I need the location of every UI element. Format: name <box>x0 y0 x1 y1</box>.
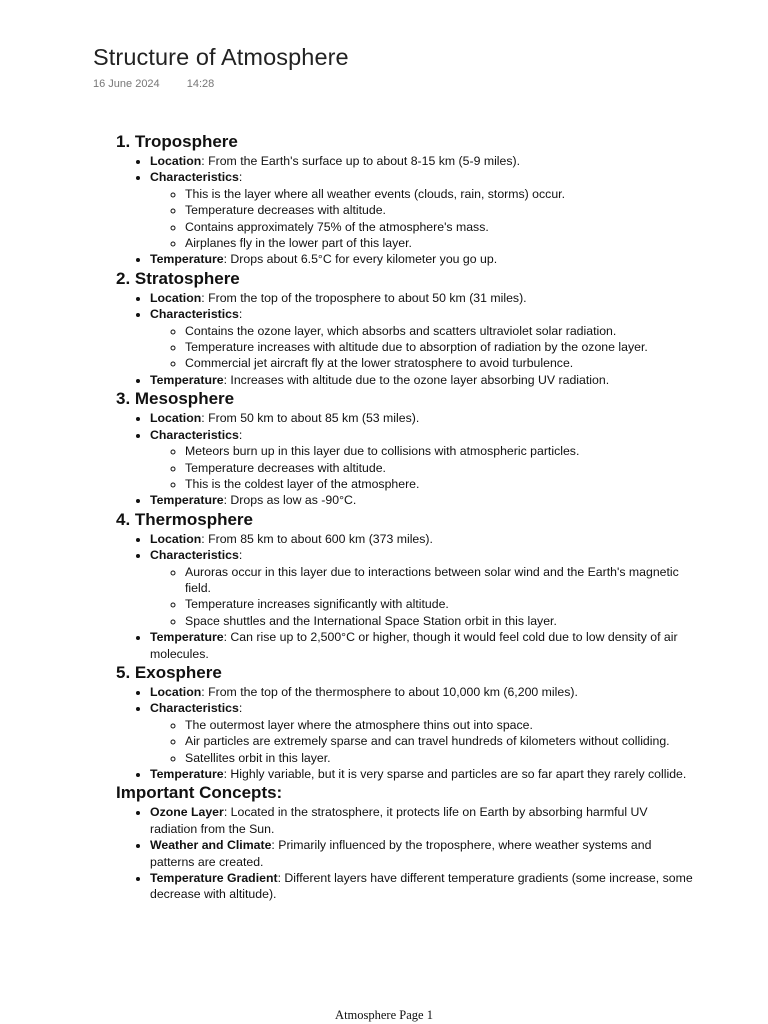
concept-item <box>150 837 696 870</box>
location-item <box>150 410 696 426</box>
section-heading: 2. Stratosphere <box>116 268 240 288</box>
location-label: Location <box>150 290 202 305</box>
list-item: ◦ Auroras occur in this layer due to interactions between solar wind and the Earth's magnetic field. <box>185 564 696 597</box>
page-meta <box>93 78 214 90</box>
section-list <box>116 410 696 508</box>
characteristics-list <box>150 186 696 252</box>
characteristics-label: Characteristics <box>150 548 239 563</box>
concept-label: Weather and Climate <box>150 838 272 853</box>
temperature-text: : Drops as low as -90°C. <box>223 493 357 508</box>
list-item: ◦ This is the layer where all weather events (clouds, rain, storms) occur. <box>185 186 696 202</box>
characteristics-item <box>150 306 696 372</box>
characteristics-item <box>150 700 696 766</box>
characteristics-item <box>150 169 696 251</box>
temperature-text: : Can rise up to 2,500°C or higher, though it would feel cold due to low density of air molecules. <box>150 630 678 661</box>
characteristics-colon: : <box>238 701 243 716</box>
characteristics-item <box>150 427 696 493</box>
location-label: Location <box>150 531 202 546</box>
section-heading: 1. Troposphere <box>116 132 238 151</box>
location-label: Location <box>150 684 202 699</box>
list-item: ◦ Temperature decreases with altitude. <box>185 460 696 476</box>
temperature-label: Temperature <box>150 372 224 387</box>
note-content <box>116 131 696 903</box>
list-item: ◦ Temperature increases significantly with altitude. <box>185 596 696 612</box>
temperature-item <box>150 492 696 508</box>
concept-item <box>150 870 696 903</box>
location-label: Location <box>150 411 202 426</box>
page-date: 16 June 2024 <box>93 78 160 90</box>
characteristics-label: Characteristics <box>150 170 239 185</box>
temperature-label: Temperature <box>150 493 224 508</box>
section-list <box>116 531 696 662</box>
list-item: ◦ This is the coldest layer of the atmosphere. <box>185 476 696 492</box>
section-mesosphere <box>116 388 696 508</box>
section-important-concepts <box>116 782 696 902</box>
section-heading: 5. Exosphere <box>116 662 222 682</box>
list-item: ◦ Air particles are extremely sparse and can travel hundreds of kilometers without colliding. <box>185 733 696 749</box>
characteristics-list <box>150 443 696 492</box>
section-list <box>116 684 696 782</box>
characteristics-label: Characteristics <box>150 701 239 716</box>
temperature-item <box>150 766 696 782</box>
concept-text: : Different layers have different temperature gradients (some increase, some decrease with altitude). <box>150 871 693 902</box>
characteristics-list <box>150 564 696 630</box>
list-item: ◦ Space shuttles and the International Space Station orbit in this layer. <box>185 613 696 629</box>
list-item: ◦ Contains the ozone layer, which absorbs and scatters ultraviolet solar radiation. <box>185 323 696 339</box>
list-item: ◦ The outermost layer where the atmosphere thins out into space. <box>185 717 696 733</box>
section-list <box>116 290 696 388</box>
temperature-item <box>150 629 696 662</box>
characteristics-colon: : <box>238 170 243 185</box>
location-text: : From the Earth's surface up to about 8-15 km (5-9 miles). <box>201 154 521 168</box>
list-item: ◦ Contains approximately 75% of the atmosphere's mass. <box>185 219 696 235</box>
temperature-text: : Increases with altitude due to the ozone layer absorbing UV radiation. <box>223 372 610 387</box>
concept-label: Temperature Gradient <box>150 871 278 886</box>
concept-text: : Primarily influenced by the troposphere, where weather systems and patterns are created. <box>150 838 652 869</box>
list-item: ◦ Satellites orbit in this layer. <box>185 750 696 766</box>
temperature-item <box>150 251 696 267</box>
characteristics-list <box>150 323 696 372</box>
concept-text: : Located in the stratosphere, it protects life on Earth by absorbing harmful UV radiation from the Sun. <box>150 805 648 836</box>
section-troposphere <box>116 131 696 268</box>
section-heading: Important Concepts: <box>116 783 283 803</box>
list-item: ◦ Temperature increases with altitude due to absorption of radiation by the ozone layer. <box>185 339 696 355</box>
location-item <box>150 153 696 169</box>
temperature-label: Temperature <box>150 630 224 645</box>
section-heading: 3. Mesosphere <box>116 389 235 409</box>
list-item: ◦ Meteors burn up in this layer due to collisions with atmospheric particles. <box>185 443 696 459</box>
characteristics-label: Characteristics <box>150 427 239 442</box>
characteristics-colon: : <box>238 307 243 322</box>
page-time: 14:28 <box>186 78 215 90</box>
location-text: : From 50 km to about 85 km (53 miles). <box>201 411 420 426</box>
temperature-text: : Highly variable, but it is very sparse and particles are so far apart they rarely collide. <box>223 767 687 781</box>
list-item: ◦ Temperature decreases with altitude. <box>185 202 696 218</box>
concept-item <box>150 804 696 837</box>
location-text: : From the top of the troposphere to about 50 km (31 miles). <box>201 290 527 305</box>
section-thermosphere <box>116 509 696 662</box>
page-title: Structure of Atmosphere <box>93 44 349 70</box>
location-label: Location <box>150 154 202 168</box>
characteristics-colon: : <box>238 548 243 563</box>
section-heading: 4. Thermosphere <box>116 509 253 529</box>
list-item: ◦ Airplanes fly in the lower part of this layer. <box>185 235 696 251</box>
location-item <box>150 531 696 547</box>
location-item <box>150 290 696 306</box>
section-exosphere <box>116 662 696 782</box>
section-list <box>116 153 696 268</box>
characteristics-item <box>150 547 696 629</box>
concepts-list <box>116 804 696 902</box>
characteristics-colon: : <box>238 427 243 442</box>
characteristics-list <box>150 717 696 766</box>
location-text: : From 85 km to about 600 km (373 miles). <box>201 531 433 546</box>
location-text: : From the top of the thermosphere to about 10,000 km (6,200 miles). <box>201 684 578 699</box>
temperature-item <box>150 372 696 388</box>
section-stratosphere <box>116 268 696 388</box>
characteristics-label: Characteristics <box>150 307 239 322</box>
list-item: ◦ Commercial jet aircraft fly at the lower stratosphere to avoid turbulence. <box>185 355 696 371</box>
concept-label: Ozone Layer <box>150 805 224 820</box>
page-footer: Atmosphere Page 1 <box>335 1008 433 1022</box>
temperature-label: Temperature <box>150 767 224 781</box>
location-item <box>150 684 696 700</box>
temperature-label: Temperature <box>150 252 224 267</box>
temperature-text: : Drops about 6.5°C for every kilometer you go up. <box>223 252 498 267</box>
